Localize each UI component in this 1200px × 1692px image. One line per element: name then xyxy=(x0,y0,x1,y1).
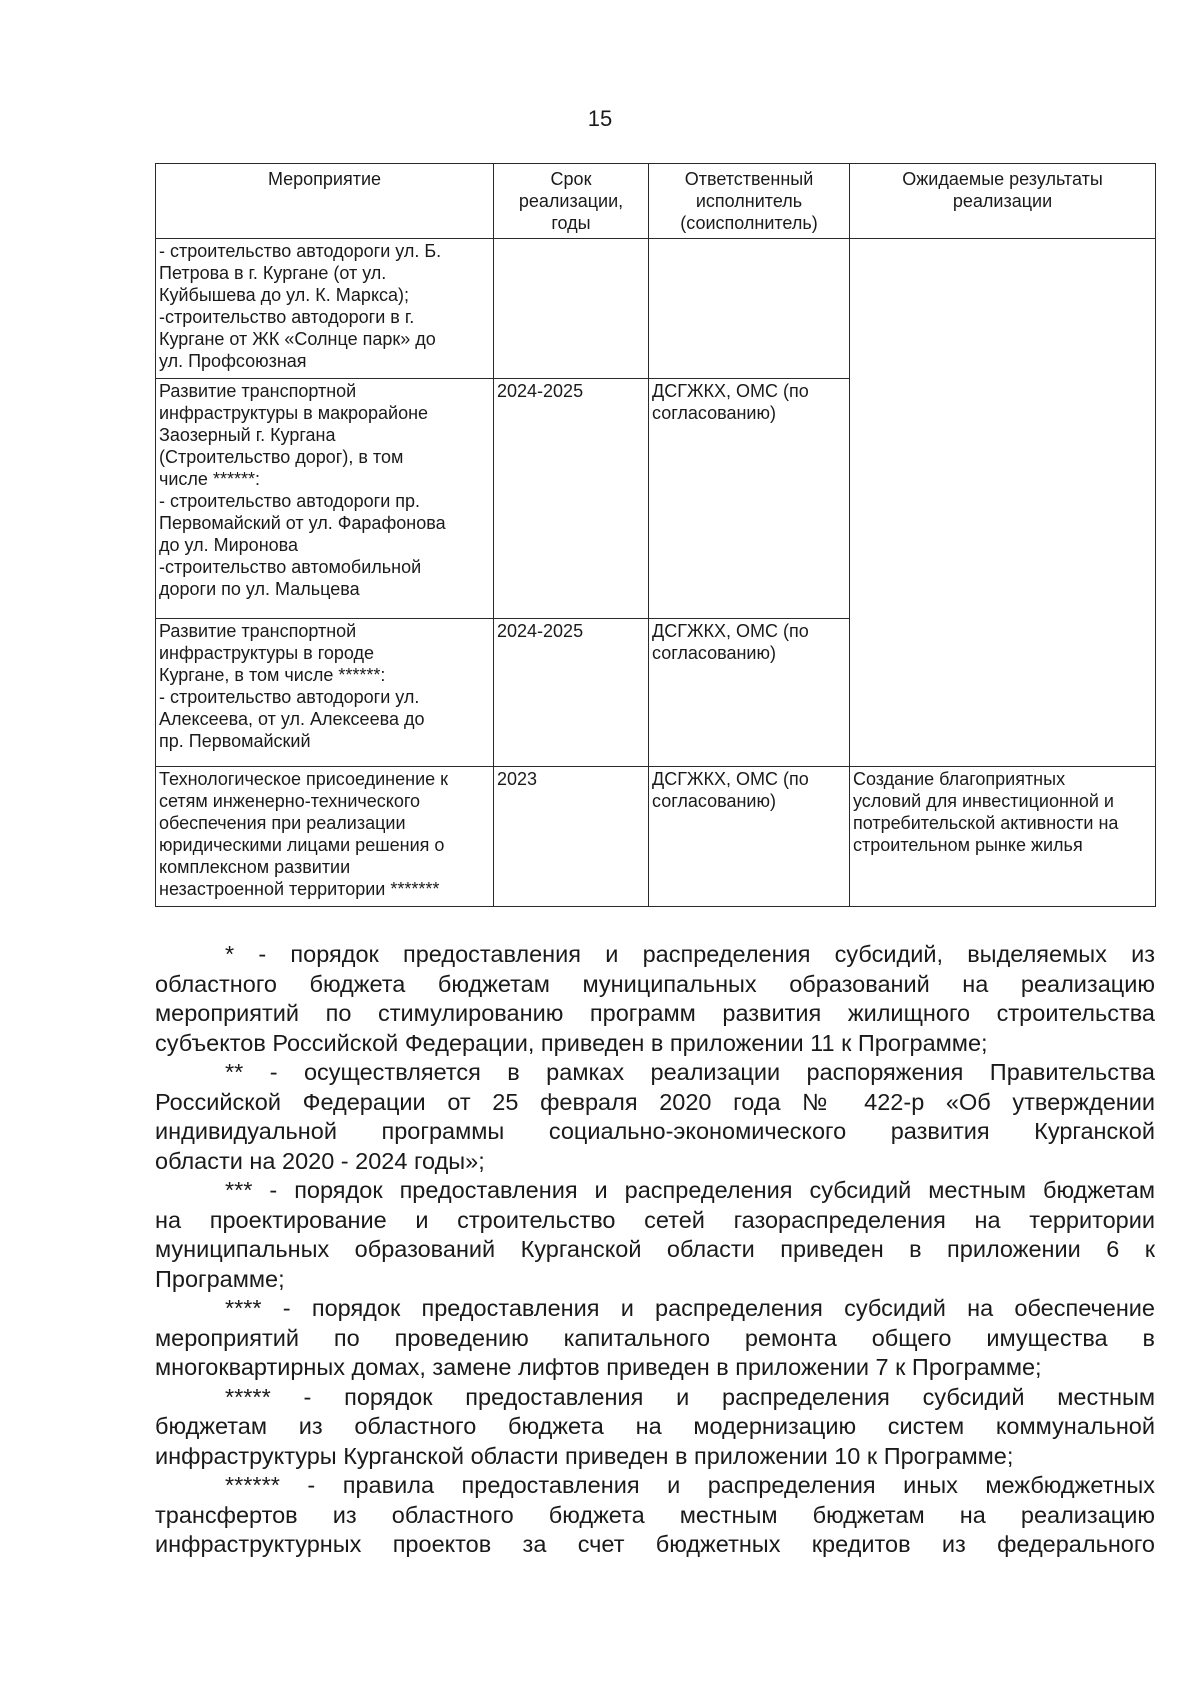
footnote-line: муниципальных образований Курганской области приведен в приложении 6 к xyxy=(155,1236,1155,1262)
footnote-line: областного бюджета бюджетам муниципальных образований на реализацию xyxy=(155,970,1155,997)
result-cell-line: строительном рынке жилья xyxy=(853,835,1083,855)
footnote-line: инфраструктурных проектов за счет бюджетных кредитов из федерального xyxy=(155,1531,1155,1557)
header-term: Срок реализации, годы xyxy=(494,164,649,239)
event-cell-line: Развитие транспортной xyxy=(159,621,357,641)
event-cell-line: Кургане от ЖК «Солнце парк» до xyxy=(159,329,436,349)
executor-cell-line: согласованию) xyxy=(652,791,776,811)
result-cell-line: потребительской активности на xyxy=(853,813,1119,833)
event-cell-line: -строительство автодороги в г. xyxy=(159,307,415,327)
footnote-line: Российской Федерации от 25 февраля 2020 года № 422-р «Об утверждении xyxy=(155,1088,1155,1115)
executor-cell-line: согласованию) xyxy=(652,403,776,423)
event-cell-line: (Строительство дорог), в том xyxy=(159,447,404,467)
footnote xyxy=(155,1176,1155,1294)
table-row xyxy=(156,767,1156,907)
header-executor: Ответственный исполнитель (соисполнитель) xyxy=(649,164,850,239)
event-cell-line: инфраструктуры в городе xyxy=(159,643,375,663)
executor-cell-line: ДСГЖКХ, ОМС (по xyxy=(652,621,809,641)
executor-cell xyxy=(649,619,850,767)
footnote-line: индивидуальной программы социально-экономического развития Курганской xyxy=(155,1118,1155,1144)
event-cell xyxy=(156,239,494,379)
event-cell-line: Заозерный г. Кургана xyxy=(159,425,336,445)
header-result: Ожидаемые результаты реализации xyxy=(850,164,1156,239)
footnote xyxy=(155,1383,1155,1472)
result-cell-empty xyxy=(850,239,1156,767)
table-row xyxy=(156,239,1156,379)
footnote-line: **** - порядок предоставления и распределения субсидий на обеспечение xyxy=(225,1295,1155,1321)
event-cell-line: пр. Первомайский xyxy=(159,731,311,751)
footnote-line: субъектов Российской Федерации, приведен в приложении 11 к Программе; xyxy=(155,1029,988,1056)
executor-cell xyxy=(649,767,850,907)
footnote-line: мероприятий по стимулированию программ развития жилищного строительства xyxy=(155,1000,1155,1026)
footnote xyxy=(155,1294,1155,1383)
event-cell-line: - строительство автодороги ул. xyxy=(159,687,420,707)
footnote-line: трансфертов из областного бюджета местным бюджетам на реализацию xyxy=(155,1501,1155,1528)
event-cell-line: инфраструктуры в макрорайоне xyxy=(159,403,429,423)
executor-cell-line: ДСГЖКХ, ОМС (по xyxy=(652,769,809,789)
footnotes xyxy=(155,940,1155,1560)
event-cell-line: дороги по ул. Мальцева xyxy=(159,579,360,599)
executor-cell xyxy=(649,239,850,379)
footnote-line: многоквартирных домах, замене лифтов приведен в приложении 7 к Программе; xyxy=(155,1354,1042,1380)
event-cell-line: Технологическое присоединение к xyxy=(159,769,449,789)
footnote-line: ****** - правила предоставления и распределения иных межбюджетных xyxy=(225,1472,1155,1498)
footnote-line: *** - порядок предоставления и распределения субсидий местным бюджетам xyxy=(225,1177,1155,1203)
event-cell-line: - строительство автодороги ул. Б. xyxy=(159,241,442,261)
result-cell-line: условий для инвестиционной и xyxy=(853,791,1114,811)
executor-cell-line: согласованию) xyxy=(652,643,776,663)
result-cell xyxy=(850,767,1156,907)
event-cell-line: юридическими лицами решения о xyxy=(159,835,445,855)
footnote-line: мероприятий по проведению капитального ремонта общего имущества в xyxy=(155,1324,1155,1351)
events-table xyxy=(155,163,1156,907)
footnote-line: ** - осуществляется в рамках реализации распоряжения Правительства xyxy=(225,1059,1155,1085)
footnote-line: инфраструктуры Курганской области приведен в приложении 10 к Программе; xyxy=(155,1442,1014,1469)
footnote-line: области на 2020 - 2024 годы»; xyxy=(155,1147,485,1174)
event-cell-line: числе ******: xyxy=(159,469,260,489)
event-cell-line: комплексном развитии xyxy=(159,857,351,877)
term-cell: 2023 xyxy=(494,767,649,907)
term-cell xyxy=(494,239,649,379)
event-cell-line: Первомайский от ул. Фарафонова xyxy=(159,513,446,533)
event-cell-line: сетям инженерно-технического xyxy=(159,791,421,811)
event-cell-line: Алексеева, от ул. Алексеева до xyxy=(159,709,425,729)
executor-cell xyxy=(649,379,850,619)
footnote xyxy=(155,1471,1155,1560)
table-header-row xyxy=(156,164,1156,239)
event-cell xyxy=(156,619,494,767)
term-cell: 2024-2025 xyxy=(494,619,649,767)
event-cell-line: Петрова в г. Кургане (от ул. xyxy=(159,263,387,283)
footnote xyxy=(155,940,1155,1058)
event-cell xyxy=(156,379,494,619)
event-cell-line: до ул. Миронова xyxy=(159,535,299,555)
executor-cell-line: ДСГЖКХ, ОМС (по xyxy=(652,381,809,401)
event-cell-line: - строительство автодороги пр. xyxy=(159,491,421,511)
event-cell-line: незастроенной территории ******* xyxy=(159,879,440,899)
event-cell xyxy=(156,767,494,907)
footnote-line: бюджетам из областного бюджета на модернизацию систем коммунальной xyxy=(155,1413,1155,1439)
page-number: 15 xyxy=(587,106,613,131)
event-cell-line: Куйбышева до ул. К. Маркса); xyxy=(159,285,410,305)
header-event: Мероприятие xyxy=(156,164,494,239)
event-cell-line: Развитие транспортной xyxy=(159,381,357,401)
footnote-line: * - порядок предоставления и распределения субсидий, выделяемых из xyxy=(225,941,1155,967)
event-cell-line: ул. Профсоюзная xyxy=(159,351,307,371)
footnote-line: на проектирование и строительство сетей газораспределения на территории xyxy=(155,1206,1155,1233)
footnote xyxy=(155,1058,1155,1176)
event-cell-line: -строительство автомобильной xyxy=(159,557,422,577)
footnote-line: ***** - порядок предоставления и распределения субсидий местным xyxy=(225,1383,1155,1410)
footnote-line: Программе; xyxy=(155,1265,285,1292)
event-cell-line: обеспечения при реализации xyxy=(159,813,406,833)
event-cell-line: Кургане, в том числе ******: xyxy=(159,665,386,685)
term-cell: 2024-2025 xyxy=(494,379,649,619)
result-cell-line: Создание благоприятных xyxy=(853,769,1066,789)
